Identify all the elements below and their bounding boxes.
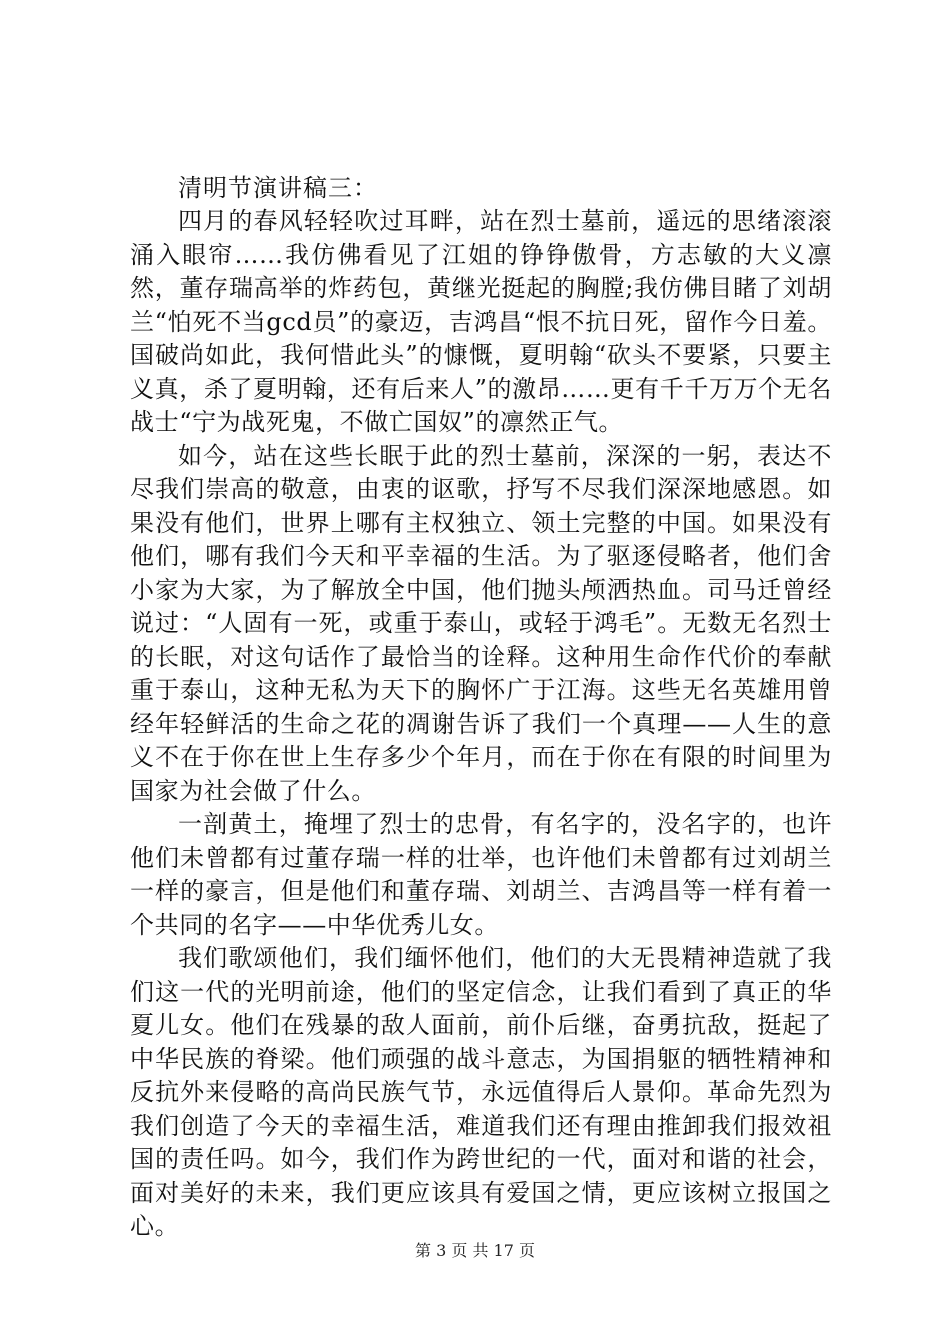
paragraph-4: 我们歌颂他们，我们缅怀他们，他们的大无畏精神造就了我们这一代的光明前途，他们的坚定信念，让我们看到了真正的华夏儿女。他们在残暴的敌人面前，前仆后继，奋勇抗敌，挺起了中华民族的脊梁。他们顽强的战斗意志，为国捐躯的牺牲精神和反抗外来侵略的高尚民族气节，永远值得后人景仰。革命先烈为我们创造了今天的幸福生活，难道我们还有理由推卸我们报效祖国的责任吗。如今，我们作为跨世纪的一代，面对和谐的社会，面对美好的未来，我们更应该具有爱国之情，更应该树立报国之心。 <box>130 944 832 1240</box>
document-body <box>130 172 832 1244</box>
paragraph-2: 如今，站在这些长眠于此的烈士墓前，深深的一躬，表达不尽我们崇高的敬意，由衷的讴歌，抒写不尽我们深深地感恩。如果没有他们，世界上哪有主权独立、领土完整的中国。如果没有他们，哪有我们今天和平幸福的生活。为了驱逐侵略者，他们舍小家为大家，为了解放全中国，他们抛头颅洒热血。司马迁曾经说过：“人固有一死，或重于泰山，或轻于鸿毛”。无数无名烈士的长眠，对这句话作了最恰当的诠释。这种用生命作代价的奉献重于泰山，这种无私为天下的胸怀广于江海。这些无名英雄用曾经年轻鲜活的生命之花的凋谢告诉了我们一个真理——人生的意义不在于你在世上生存多少个年月，而在于你在有限的时间里为国家为社会做了什么。 <box>130 441 832 805</box>
section-heading: 清明节演讲稿三： <box>178 174 378 202</box>
paragraph-1: 四月的春风轻轻吹过耳畔，站在烈士墓前，遥远的思绪滚滚涌入眼帘……我仿佛看见了江姐的铮铮傲骨，方志敏的大义凛然，董存瑞高举的炸药包，黄继光挺起的胸膛;我仿佛目睹了刘胡兰“怕死不当gcd员”的豪迈，吉鸿昌“恨不抗日死，留作今日羞。国破尚如此，我何惜此头”的慷慨，夏明翰“砍头不要紧，只要主义真，杀了夏明翰，还有后来人”的激昂……更有千千万万个无名战士“宁为战死鬼，不做亡国奴”的凛然正气。 <box>130 207 832 436</box>
paragraph-3: 一剖黄土，掩埋了烈士的忠骨，有名字的，没名字的，也许他们未曾都有过董存瑞一样的壮举，也许他们未曾都有过刘胡兰一样的豪言，但是他们和董存瑞、刘胡兰、吉鸿昌等一样有着一个共同的名字——中华优秀儿女。 <box>130 810 832 939</box>
page-number-footer: 第 3 页 共 17 页 <box>415 1241 535 1260</box>
